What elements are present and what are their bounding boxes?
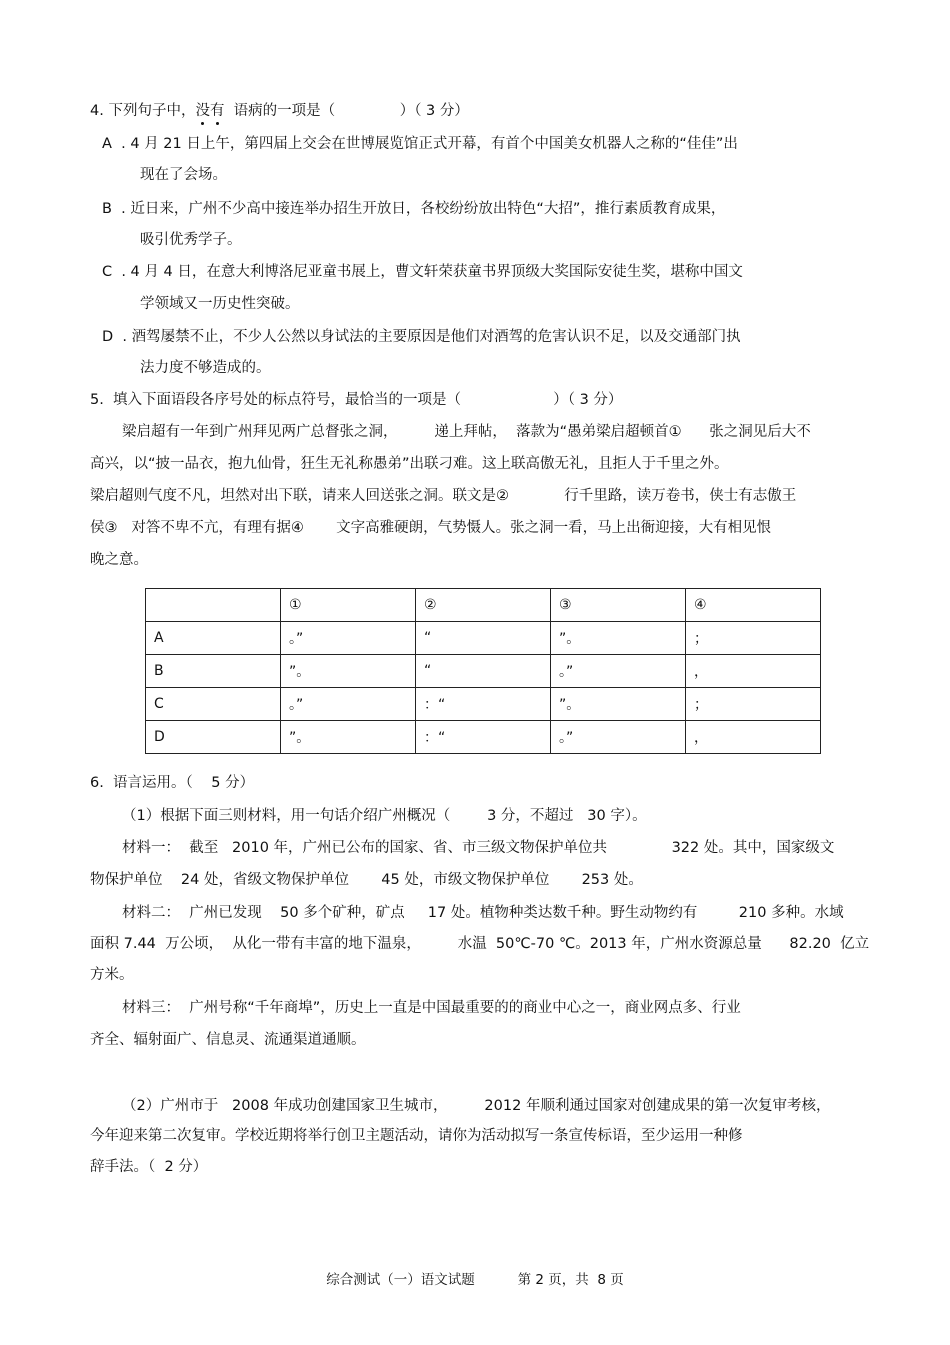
table-cell: ：“ (416, 721, 551, 754)
table-cell: ③ (551, 589, 686, 622)
table-cell: ：“ (416, 688, 551, 721)
q6-material2-line2: 面积 7.44 万公顷， 从化一带有丰富的地下温泉， 水温 50℃-70 ℃。2013 年，广州水资源总量 82.20 亿立 (90, 936, 870, 952)
table-header-row (146, 589, 821, 622)
table-cell: “ (416, 622, 551, 655)
q5-passage-line2: 高兴，以“披一品衣，抱九仙骨，狂生无礼称愚弟”出联刁难。这上联高傲无礼，且拒人于千里之外。 (90, 456, 729, 472)
table-cell: 。” (281, 622, 416, 655)
q6-sub2-line3: 辞手法。（ 2 分） (90, 1159, 208, 1175)
emphasis-dot-char: 有 (209, 103, 225, 119)
q6-sub1: （1）根据下面三则材料，用一句话介绍广州概况（ 3 分，不超过 30 字）。 (122, 808, 647, 824)
table-cell: ② (416, 589, 551, 622)
q6-material1-line1: 材料一： 截至 2010 年，广州已公布的国家、省、市三级文物保护单位共 322 处。其中，国家级文 (122, 840, 835, 856)
table-cell: “ (416, 655, 551, 688)
q4-option-c-line1: C . 4 月 4 日，在意大利博洛尼亚童书展上，曹文轩荣获童书界顶级大奖国际安徒生奖，堪称中国文 (102, 264, 743, 280)
q4-option-a-line2: 现在了会场。 (140, 167, 227, 183)
table-row (146, 721, 821, 754)
page-footer (0, 1268, 950, 1288)
q4-option-c-line2: 学领域又一历史性突破。 (140, 296, 300, 312)
table-cell: ”。 (551, 688, 686, 721)
q5-stem: 5. 填入下面语段各序号处的标点符号，最恰当的一项是（ ）（ 3 分） (90, 392, 623, 408)
table-cell: ”。 (281, 655, 416, 688)
q6-material3-line1: 材料三： 广州号称“千年商埠”，历史上一直是中国最重要的的商业中心之一，商业网点多、行业 (122, 1000, 741, 1016)
footer-title: 综合测试（一）语文试题 (326, 1272, 475, 1288)
q4-option-d-line2: 法力度不够造成的。 (140, 360, 271, 376)
table-cell: B (146, 655, 281, 688)
q5-passage-line3: 梁启超则气度不凡，坦然对出下联，请来人回送张之洞。联文是② 行千里路，读万卷书，侠士有志傲王 (90, 488, 797, 504)
table-cell: 。” (281, 688, 416, 721)
table-row (146, 655, 821, 688)
table-row (146, 688, 821, 721)
q5-passage-line4: 侯③ 对答不卑不亢，有理有据④ 文字高雅硬朗，气势慑人。张之洞一看，马上出衙迎接，大有相见恨 (90, 520, 772, 536)
q5-passage-line1: 梁启超有一年到广州拜见两广总督张之洞， 递上拜帖， 落款为“愚弟梁启超顿首① 张之洞见后大不 (122, 424, 811, 440)
table-cell: D (146, 721, 281, 754)
q6-material1-line2: 物保护单位 24 处，省级文物保护单位 45 处，市级文物保护单位 253 处。 (90, 872, 643, 888)
emphasis-dot-char: 没 (195, 103, 210, 119)
table-cell: A (146, 622, 281, 655)
q4-option-a-line1: A . 4 月 21 日上午，第四届上交会在世博展览馆正式开幕，有首个中国美女机器人之称的“佳佳”出 (102, 136, 738, 152)
table-cell: ”。 (281, 721, 416, 754)
table-cell: 。” (551, 721, 686, 754)
q4-stem: 4. 下列句子中，没有 语病的一项是（ ）（ 3 分） (90, 103, 469, 119)
table-cell: ， (686, 721, 821, 754)
punctuation-options-table (145, 588, 821, 754)
q6-material2-line3: 方米。 (90, 967, 134, 983)
table-row (146, 622, 821, 655)
table-cell: ； (686, 622, 821, 655)
footer-page-number: 第 2 页，共 8 页 (517, 1272, 624, 1288)
table-cell: C (146, 688, 281, 721)
q6-sub2-line2: 今年迎来第二次复审。学校近期将举行创卫主题活动，请你为活动拟写一条宣传标语，至少运用一种修 (90, 1128, 743, 1144)
q4-option-d-line1: D . 酒驾屡禁不止，不少人公然以身试法的主要原因是他们对酒驾的危害认识不足，以及交通部门执 (102, 329, 741, 345)
q6-sub2-line1: （2）广州市于 2008 年成功创建国家卫生城市， 2012 年顺利通过国家对创建成果的第一次复审考核， (122, 1098, 831, 1114)
table-cell: ④ (686, 589, 821, 622)
table-cell: 。” (551, 655, 686, 688)
q4-option-b-line1: B . 近日来，广州不少高中接连举办招生开放日，各校纷纷放出特色“大招”，推行素质教育成果， (102, 201, 726, 217)
q6-material2-line1: 材料二： 广州已发现 50 多个矿种，矿点 17 处。植物种类达数千种。野生动物约有 210 多种。水域 (122, 905, 844, 921)
table-cell (146, 589, 281, 622)
table-cell: ， (686, 655, 821, 688)
table-cell: ”。 (551, 622, 686, 655)
table-cell: ① (281, 589, 416, 622)
q4-option-b-line2: 吸引优秀学子。 (140, 232, 242, 248)
q6-stem: 6. 语言运用。（ 5 分） (90, 775, 255, 791)
q6-material3-line2: 齐全、辐射面广、信息灵、流通渠道通顺。 (90, 1032, 366, 1048)
q5-passage-line5: 晚之意。 (90, 552, 148, 568)
table-cell: ； (686, 688, 821, 721)
